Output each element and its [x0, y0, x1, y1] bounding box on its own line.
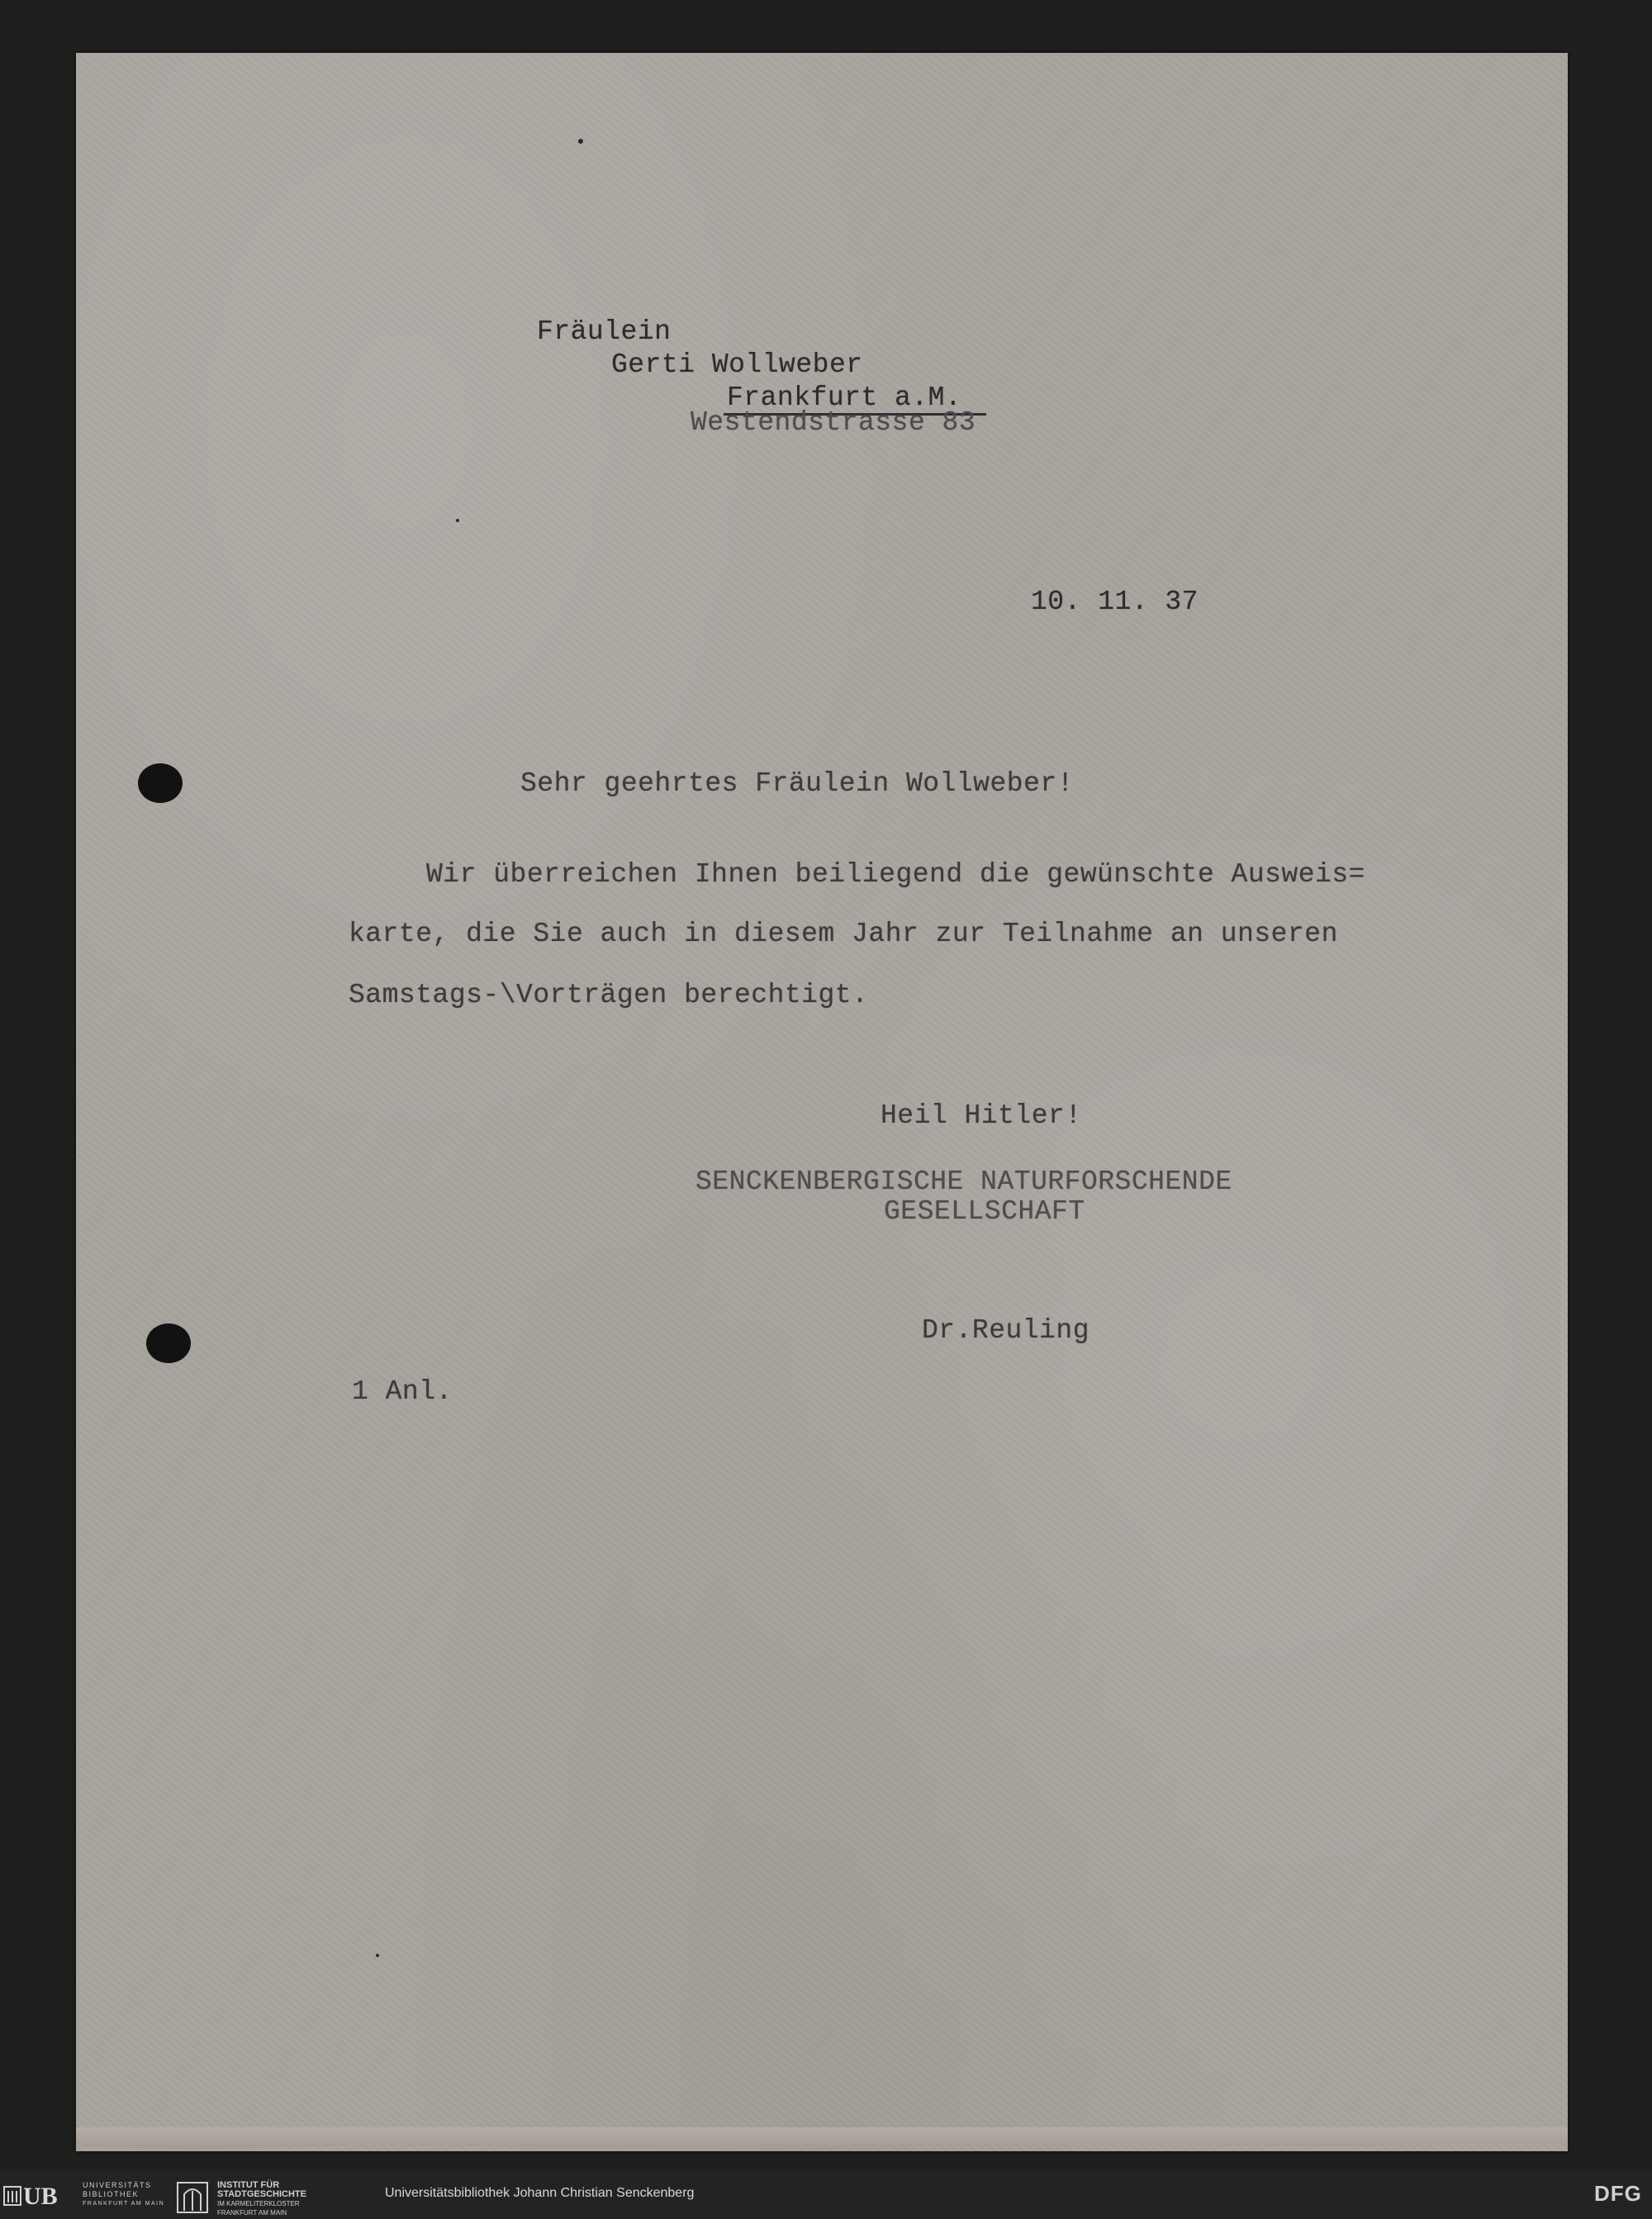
punch-hole-top [138, 763, 183, 803]
body-line-2: karte, die Sie auch in diesem Jahr zur Teilnahme an unseren [349, 919, 1338, 949]
ub-logo[interactable] [3, 2179, 165, 2212]
isg-text-line-2: STADTGESCHICHTE [217, 2189, 306, 2199]
recipient-title: Fräulein [537, 316, 672, 347]
punch-hole-bottom [146, 1323, 191, 1363]
letter-date: 10. 11. 37 [1031, 587, 1199, 617]
paper-speck [578, 139, 583, 144]
ub-logo-letters: UB [23, 2183, 58, 2210]
recipient-street: Westendstrasse 83 [691, 407, 976, 438]
body-line-1: Wir überreichen Ihnen beiliegend die gewünschte Ausweis= [426, 859, 1365, 890]
isg-text-line-3: IM KARMELITERKLOSTER [217, 2200, 300, 2207]
isg-arch-icon [176, 2181, 209, 2214]
enclosure-note: 1 Anl. [352, 1376, 453, 1407]
paper-speck [456, 519, 459, 522]
isg-logo[interactable] [176, 2180, 341, 2217]
library-building-icon [3, 2184, 21, 2207]
library-name-link[interactable]: Universitätsbibliothek Johann Christian Senckenberg [385, 2186, 695, 2200]
letter-closing: Heil Hitler! [881, 1100, 1082, 1131]
ub-logo-text [83, 2181, 164, 2208]
body-line-3: Samstags-\Vorträgen berechtigt. [349, 980, 869, 1010]
isg-text-line-4: FRANKFURT AM MAIN [217, 2209, 287, 2217]
letter-greeting: Sehr geehrtes Fräulein Wollweber! [520, 768, 1075, 799]
recipient-name: Gerti Wollweber [611, 349, 863, 380]
dfg-logo[interactable]: DFG [1594, 2181, 1642, 2206]
ub-text-line-3: FRANKFURT AM MAIN [83, 2201, 165, 2207]
ub-text-line-1: UNIVERSITÄTS [83, 2181, 152, 2189]
isg-text-line-1: INSTITUT FÜR [217, 2180, 280, 2190]
organization-line-1: SENCKENBERGISCHE NATURFORSCHENDE [695, 1167, 1232, 1197]
paper-speck [376, 1954, 379, 1957]
organization-line-2: GESELLSCHAFT [884, 1196, 1085, 1227]
ub-text-line-2: BIBLIOTHEK [83, 2190, 140, 2198]
ub-logo-mark [3, 2183, 74, 2211]
isg-logo-text [217, 2181, 306, 2217]
signatory-name: Dr.Reuling [922, 1315, 1090, 1346]
recipient-city: Frankfurt a.M. [727, 383, 962, 413]
